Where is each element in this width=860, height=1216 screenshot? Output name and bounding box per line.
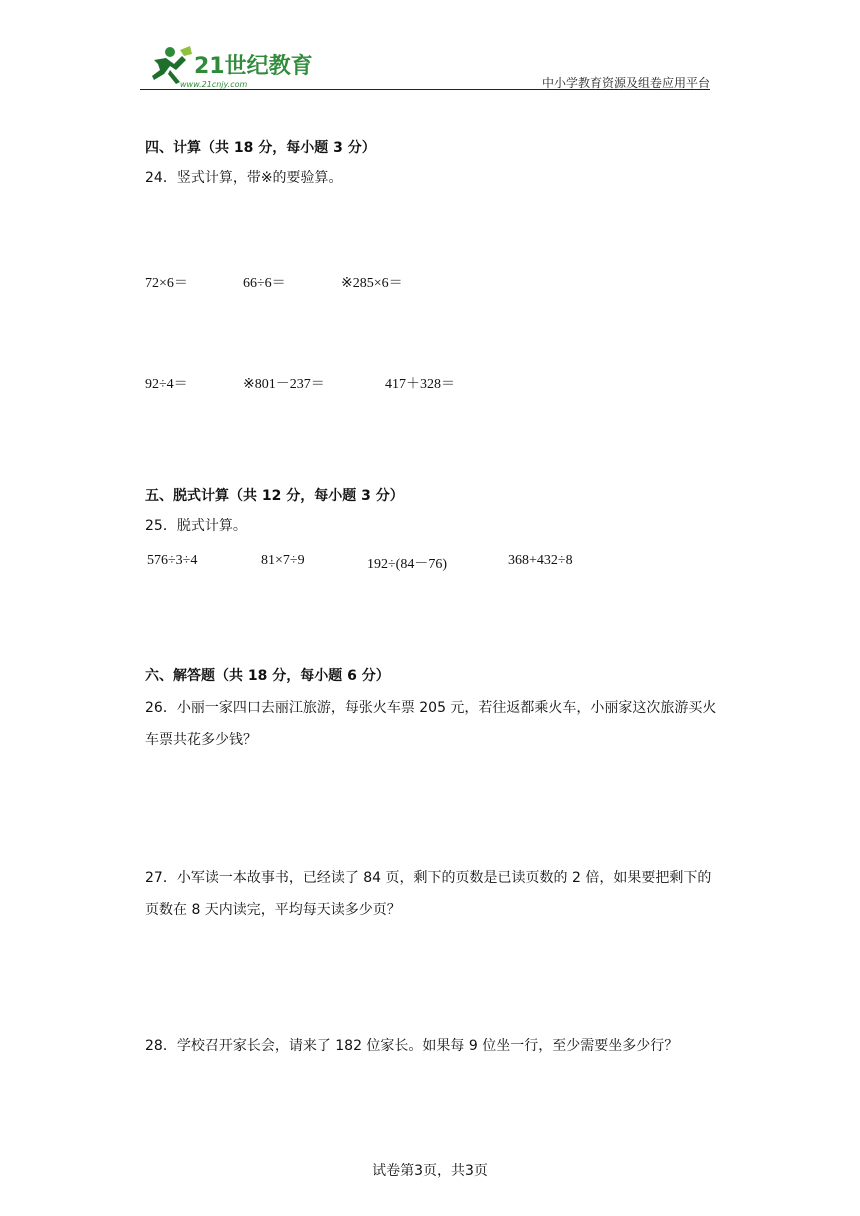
section-4-title: 四、计算（共 18 分，每小题 3 分） (145, 140, 376, 156)
question-24: 24．竖式计算，带※的要验算。 (145, 170, 343, 186)
page-footer: 试卷第3页，共3页 (372, 1163, 488, 1179)
question-28: 28．学校召开家长会，请来了 182 位家长。如果每 9 位坐一行，至少需要坐多少行？ (145, 1038, 679, 1054)
logo-url: www.21cnjy.com (180, 80, 248, 89)
calc-801-237: ※801－237＝ (243, 377, 325, 392)
logo-text: 21世纪教育 (194, 54, 313, 79)
calc-72x6: 72×6＝ (145, 276, 188, 291)
question-27: 27．小军读一本故事书，已经读了 84 页，剩下的页数是已读页数的 2 倍，如果要把剩下的页数在 8 天内读完，平均每天读多少页？ (145, 870, 712, 918)
question-25: 25．脱式计算。 (145, 518, 247, 534)
calc-66div6: 66÷6＝ (243, 276, 286, 291)
logo (140, 40, 320, 90)
expr-368: 368+432÷8 (508, 553, 573, 568)
calc-417+328: 417＋328＝ (385, 377, 455, 392)
header-divider (140, 89, 710, 90)
platform-name: 中小学教育资源及组卷应用平台 (541, 76, 710, 90)
expr-576: 576÷3÷4 (147, 553, 198, 568)
calc-92div4: 92÷4＝ (145, 377, 188, 392)
runner-icon (152, 46, 192, 84)
calc-285x6: ※285×6＝ (341, 276, 403, 291)
expr-81: 81×7÷9 (261, 553, 305, 568)
question-26: 26．小丽一家四口去丽江旅游，每张火车票 205 元，若往返都乘火车，小丽家这次旅游买火车票共花多少钱？ (145, 700, 717, 748)
section-6-title: 六、解答题（共 18 分，每小题 6 分） (145, 668, 390, 684)
expr-192: 192÷(84－76) (367, 557, 448, 572)
section-5-title: 五、脱式计算（共 12 分，每小题 3 分） (145, 488, 404, 504)
